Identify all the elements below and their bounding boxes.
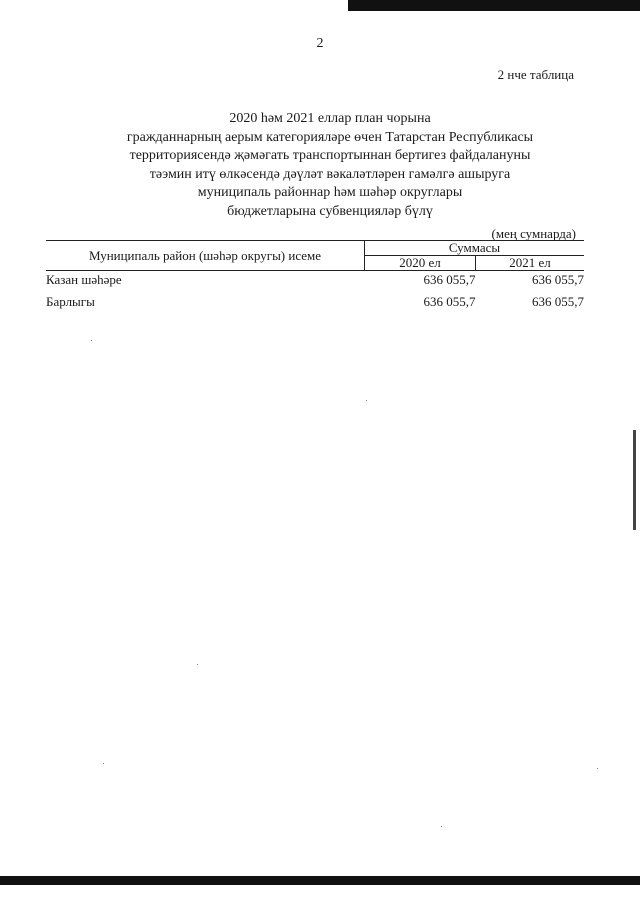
table-row bbox=[46, 293, 584, 315]
row-name: Барлыгы bbox=[46, 294, 95, 309]
title-line: бюджетларына субвенцияләр бүлү bbox=[227, 203, 433, 219]
scan-speck bbox=[597, 768, 598, 769]
header-municipality-name: Муниципаль район (шәһәр округы) исеме bbox=[46, 241, 365, 271]
title-line: территориясендә җәмәгать транспортыннан бертигез файдалануны bbox=[129, 148, 531, 163]
page-number: 2 bbox=[316, 36, 324, 51]
scan-edge-bottom bbox=[0, 876, 640, 885]
scan-speck bbox=[366, 400, 367, 401]
row-value-2021: 636 055,7 bbox=[532, 272, 584, 287]
scan-speck bbox=[197, 664, 198, 665]
scan-edge-top bbox=[348, 0, 640, 11]
row-value-2021: 636 055,7 bbox=[532, 294, 584, 309]
title-line: 2020 һәм 2021 еллар план чорына bbox=[229, 111, 431, 126]
row-value-2020: 636 055,7 bbox=[423, 294, 476, 309]
title-line: гражданнарның аерым категорияләре өчен Татарстан Республикасы bbox=[126, 129, 534, 145]
scan-speck bbox=[103, 763, 104, 764]
table-row bbox=[46, 271, 584, 294]
subvention-table bbox=[46, 240, 584, 315]
header-year-2020: 2020 ел bbox=[365, 256, 476, 271]
row-value-2020: 636 055,7 bbox=[423, 272, 476, 287]
unit-note: (мең сумнарда) bbox=[491, 226, 576, 241]
scan-edge-right bbox=[633, 430, 636, 530]
header-year-2021: 2021 ел bbox=[476, 256, 585, 271]
document-title bbox=[60, 110, 600, 221]
row-name: Казан шәһәре bbox=[46, 272, 122, 287]
scan-speck bbox=[91, 340, 92, 341]
header-sum: Суммасы bbox=[365, 241, 585, 256]
title-line: тәэмин итү өлкәсендә дәүләт вәкаләтләрен гамәлгә ашыруга bbox=[149, 166, 511, 182]
scan-speck bbox=[441, 826, 442, 827]
table-label: 2 нче таблица bbox=[497, 67, 574, 82]
title-line: муниципаль районнар һәм шәһәр округлары bbox=[197, 185, 463, 200]
